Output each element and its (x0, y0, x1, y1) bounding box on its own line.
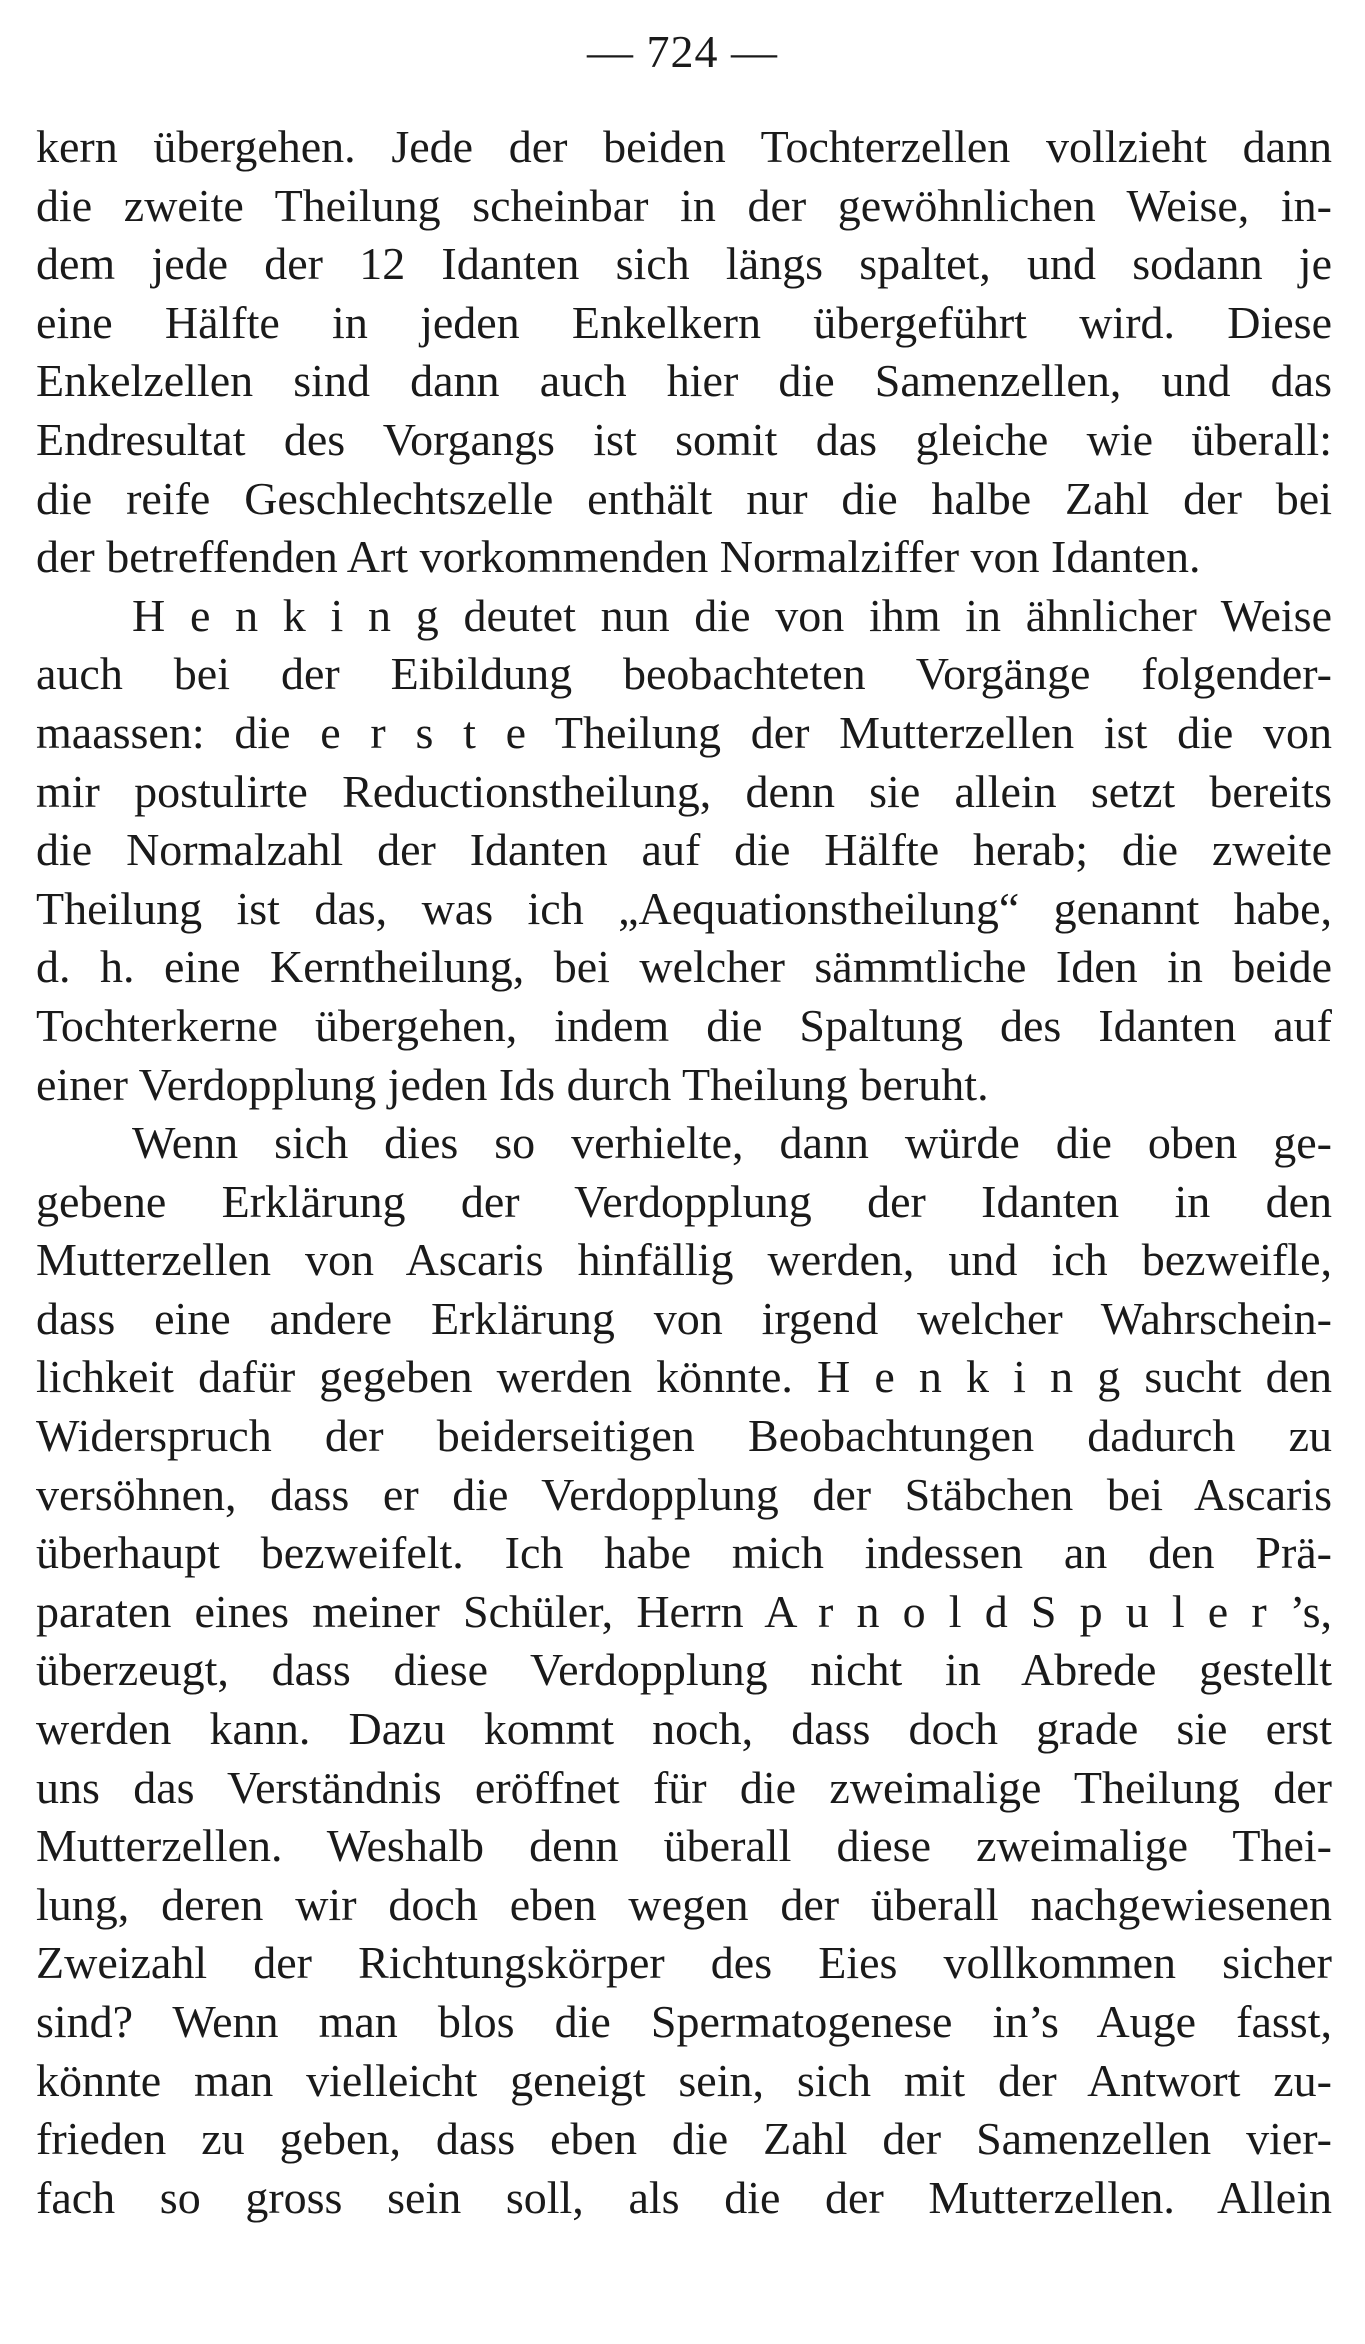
body-text (36, 118, 1332, 2227)
page-number: — 724 — (587, 26, 778, 77)
text-line: dem jede der 12 Idanten sich längs spaltet, und sodann je (36, 238, 1332, 290)
text-line: könnte man vielleicht geneigt sein, sich mit der Antwort zu- (36, 2054, 1332, 2106)
text-line: Widerspruch der beiderseitigen Beobachtungen dadurch zu (36, 1410, 1332, 1462)
text-line: kern übergehen. Jede der beiden Tochterzellen vollzieht dann (36, 121, 1332, 172)
text-line: fach so gross sein soll, als die der Mutterzellen. Allein (36, 2171, 1332, 2223)
text-line: auch bei der Eibildung beobachteten Vorgänge folgender- (36, 648, 1332, 700)
text-line: Mutterzellen. Weshalb denn überall diese zweimalige Thei- (36, 1820, 1332, 1872)
text-line: werden kann. Dazu kommt noch, dass doch grade sie erst (36, 1703, 1332, 1755)
text-line: frieden zu geben, dass eben die Zahl der Samenzellen vier- (36, 2113, 1332, 2165)
text-line: einer Verdopplung jeden Ids durch Theilung beruht. (36, 1058, 989, 1110)
text-line: Endresultat des Vorgangs ist somit das gleiche wie überall: (36, 413, 1332, 465)
text-line: eine Hälfte in jeden Enkelkern übergeführt wird. Diese (36, 296, 1332, 348)
text-line: Theilung ist das, was ich „Aequationstheilung“ genannt habe, (36, 882, 1332, 934)
text-line: dass eine andere Erklärung von irgend welcher Wahrschein- (36, 1292, 1332, 1344)
text-line: Enkelzellen sind dann auch hier die Samenzellen, und das (36, 355, 1332, 407)
text-line: gebene Erklärung der Verdopplung der Idanten in den (36, 1175, 1332, 1227)
text-line: H e n k i n g deutet nun die von ihm in ähnlicher Weise (132, 589, 1332, 641)
text-line: Zweizahl der Richtungskörper des Eies vollkommen sicher (36, 1937, 1332, 1989)
text-line: die reife Geschlechtszelle enthält nur die halbe Zahl der bei (36, 472, 1332, 524)
text-line: überzeugt, dass diese Verdopplung nicht in Abrede gestellt (36, 1644, 1332, 1696)
text-line: sind? Wenn man blos die Spermatogenese in’s Auge fasst, (36, 1996, 1332, 2047)
text-line: lichkeit dafür gegeben werden könnte. H e n k i n g sucht den (36, 1351, 1332, 1403)
text-line: die Normalzahl der Idanten auf die Hälfte herab; die zweite (36, 824, 1332, 876)
text-line: Mutterzellen von Ascaris hinfällig werden, und ich bezweifle, (36, 1234, 1332, 1286)
text-line: Tochterkerne übergehen, indem die Spaltung des Idanten auf (36, 999, 1332, 1051)
text-line: versöhnen, dass er die Verdopplung der Stäbchen bei Ascaris (36, 1468, 1332, 1520)
text-line: uns das Verständnis eröffnet für die zweimalige Theilung der (36, 1761, 1332, 1813)
text-line: die zweite Theilung scheinbar in der gewöhnlichen Weise, in- (36, 179, 1332, 231)
text-line: maassen: die e r s t e Theilung der Mutterzellen ist die von (36, 706, 1332, 758)
text-line: Wenn sich dies so verhielte, dann würde die oben ge- (132, 1117, 1332, 1169)
text-line: mir postulirte Reductionstheilung, denn sie allein setzt bereits (36, 765, 1332, 817)
text-line: lung, deren wir doch eben wegen der überall nachgewiesenen (36, 1878, 1332, 1930)
text-line: überhaupt bezweifelt. Ich habe mich indessen an den Prä- (36, 1527, 1332, 1579)
text-line: paraten eines meiner Schüler, Herrn A r n o l d S p u l e r ’s, (36, 1585, 1332, 1637)
text-line: der betreffenden Art vorkommenden Normalziffer von Idanten. (36, 531, 1201, 583)
text-line: d. h. eine Kerntheilung, bei welcher sämmtliche Iden in beide (36, 941, 1332, 993)
